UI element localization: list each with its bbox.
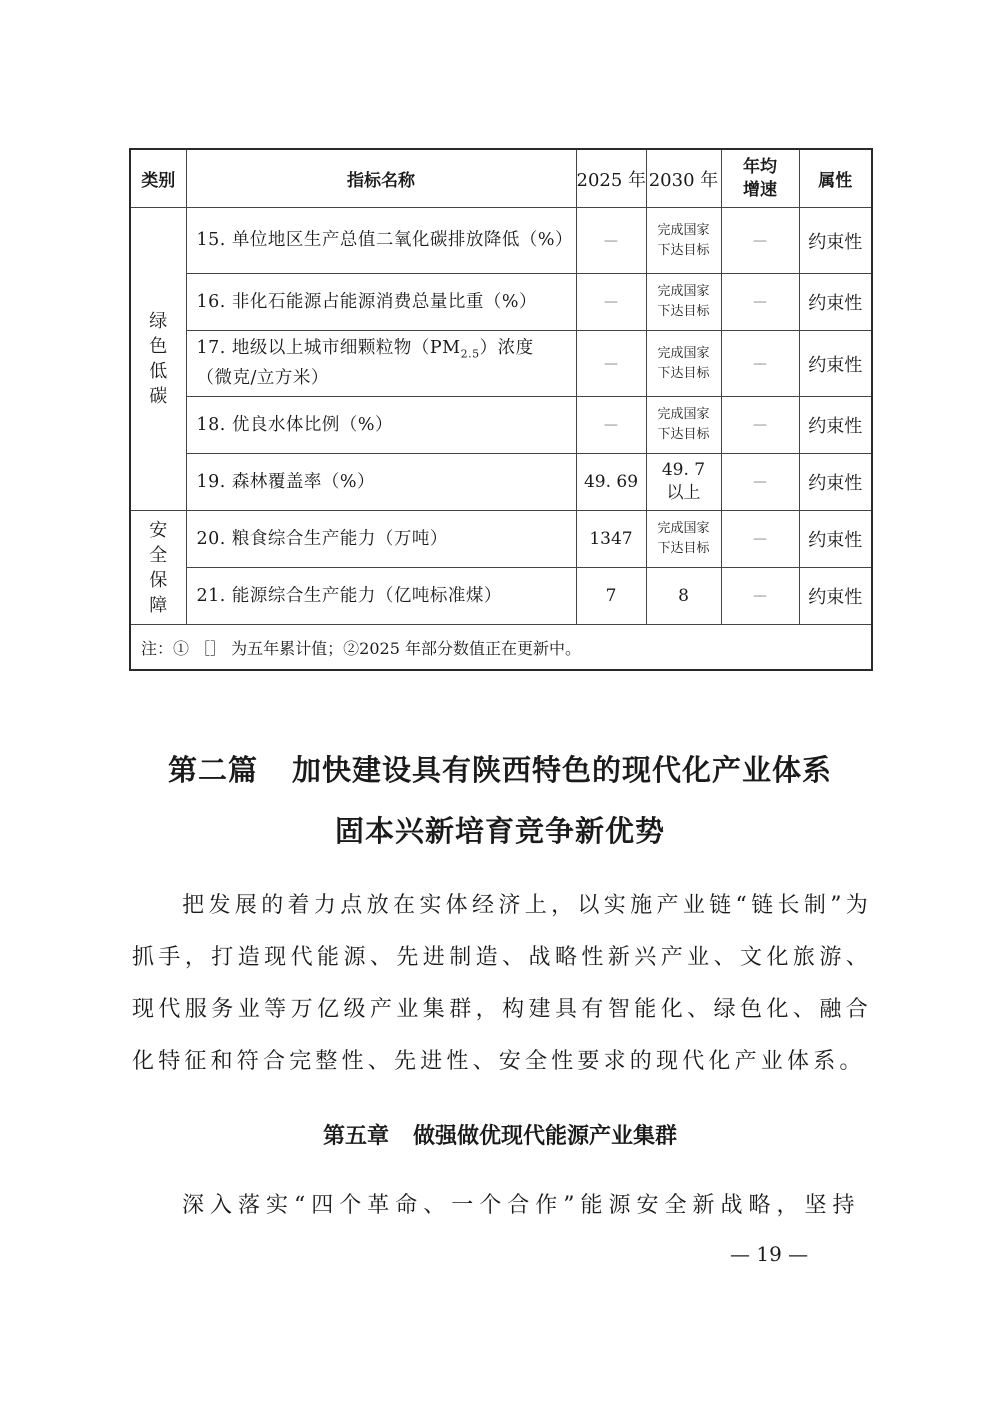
table-header-row	[130, 149, 872, 208]
page-number: — 19 —	[730, 1242, 809, 1266]
header-growth	[721, 149, 799, 208]
value-2025: —	[576, 208, 646, 274]
category-char: 碳	[149, 386, 168, 407]
indicator-name: 18. 优良水体比例（%）	[186, 397, 576, 454]
chapter-label: 第五章	[322, 1124, 389, 1149]
header-name: 指标名称	[186, 149, 576, 208]
part-title-line1: 加快建设具有陕西特色的现代化产业体系	[292, 753, 833, 787]
table-row	[130, 331, 872, 397]
value-2025: 49. 69	[576, 454, 646, 511]
header-2025: 2025 年	[576, 149, 646, 208]
value-2030: 完成国家 下达目标	[646, 397, 721, 454]
category-security	[130, 511, 186, 625]
category-char: 障	[149, 594, 168, 616]
value-growth: —	[721, 274, 799, 331]
value-growth: —	[721, 331, 799, 397]
category-char: 绿	[149, 311, 168, 332]
value-attribute: 约束性	[799, 274, 872, 331]
value-2025: 1347	[576, 511, 646, 568]
table-note: 注：① ［］ 为五年累计值；②2025 年部分数值正在更新中。	[130, 625, 872, 671]
value-2030: 完成国家 下达目标	[646, 331, 721, 397]
category-char: 保	[149, 569, 168, 591]
table-note-row	[130, 625, 872, 671]
category-char: 安	[149, 519, 168, 541]
intro-paragraph-text: 把发展的着力点放在实体经济上，以实施产业链“链长制”为抓手，打造现代能源、先进制造、战略性新兴产业、文化旅游、现代服务业等万亿级产业集群，构建具有智能化、绿色化、融合化特征和符合完整性、先进性、安全性要求的现代化产业体系。	[132, 893, 872, 1074]
indicator-name: 17. 地级以上城市细颗粒物$(PM_{2.5})$浓度（微克/立方米）	[186, 331, 576, 397]
value-growth: —	[721, 568, 799, 625]
value-2025: 7	[576, 568, 646, 625]
value-attribute: 约束性	[799, 331, 872, 397]
indicator-name: 19. 森林覆盖率（%）	[186, 454, 576, 511]
intro-paragraph	[132, 880, 872, 1088]
header-attribute: 属性	[799, 149, 872, 208]
table-row	[130, 208, 872, 274]
chapter-paragraph	[132, 1180, 872, 1232]
indicators-table	[129, 148, 873, 671]
header-2030: 2030 年	[646, 149, 721, 208]
value-2030: 完成国家 下达目标	[646, 274, 721, 331]
category-green-low-carbon	[130, 208, 186, 511]
value-attribute: 约束性	[799, 454, 872, 511]
value-attribute: 约束性	[799, 397, 872, 454]
value-2025: —	[576, 397, 646, 454]
value-growth: —	[721, 397, 799, 454]
value-growth: —	[721, 511, 799, 568]
value-2030: 完成国家 下达目标	[646, 511, 721, 568]
value-growth: —	[721, 208, 799, 274]
category-char: 全	[149, 544, 168, 566]
value-2025: —	[576, 274, 646, 331]
chapter-title: 做强做优现代能源产业集群	[413, 1124, 678, 1149]
value-attribute: 约束性	[799, 208, 872, 274]
table-row	[130, 454, 872, 511]
indicator-name: 15. 单位地区生产总值二氧化碳排放降低（%）	[186, 208, 576, 274]
header-growth-line2: 增速	[743, 179, 777, 200]
table-row	[130, 568, 872, 625]
indicator-name: 16. 非化石能源占能源消费总量比重（%）	[186, 274, 576, 331]
table-row	[130, 511, 872, 568]
value-2025: —	[576, 331, 646, 397]
indicator-name: 21. 能源综合生产能力（亿吨标准煤）	[186, 568, 576, 625]
category-char: 色	[149, 336, 168, 357]
category-char: 低	[149, 361, 168, 382]
value-attribute: 约束性	[799, 568, 872, 625]
indicator-name: 20. 粮食综合生产能力（万吨）	[186, 511, 576, 568]
header-growth-line1: 年均	[743, 156, 777, 177]
part-title-line2: 固本兴新培育竞争新优势	[334, 814, 665, 848]
value-2030: 完成国家 下达目标	[646, 208, 721, 274]
table-row	[130, 274, 872, 331]
value-2030: 49. 7 以上	[646, 454, 721, 511]
table-row	[130, 397, 872, 454]
part-label: 第二篇	[167, 753, 258, 787]
part-title	[0, 748, 1000, 789]
header-category: 类别	[130, 149, 186, 208]
value-attribute: 约束性	[799, 511, 872, 568]
value-2030: 8	[646, 568, 721, 625]
chapter-paragraph-text: 深入落实“四个革命、一个合作”能源安全新战略，坚持	[182, 1193, 861, 1218]
chapter-heading	[0, 1119, 1000, 1150]
value-growth: —	[721, 454, 799, 511]
